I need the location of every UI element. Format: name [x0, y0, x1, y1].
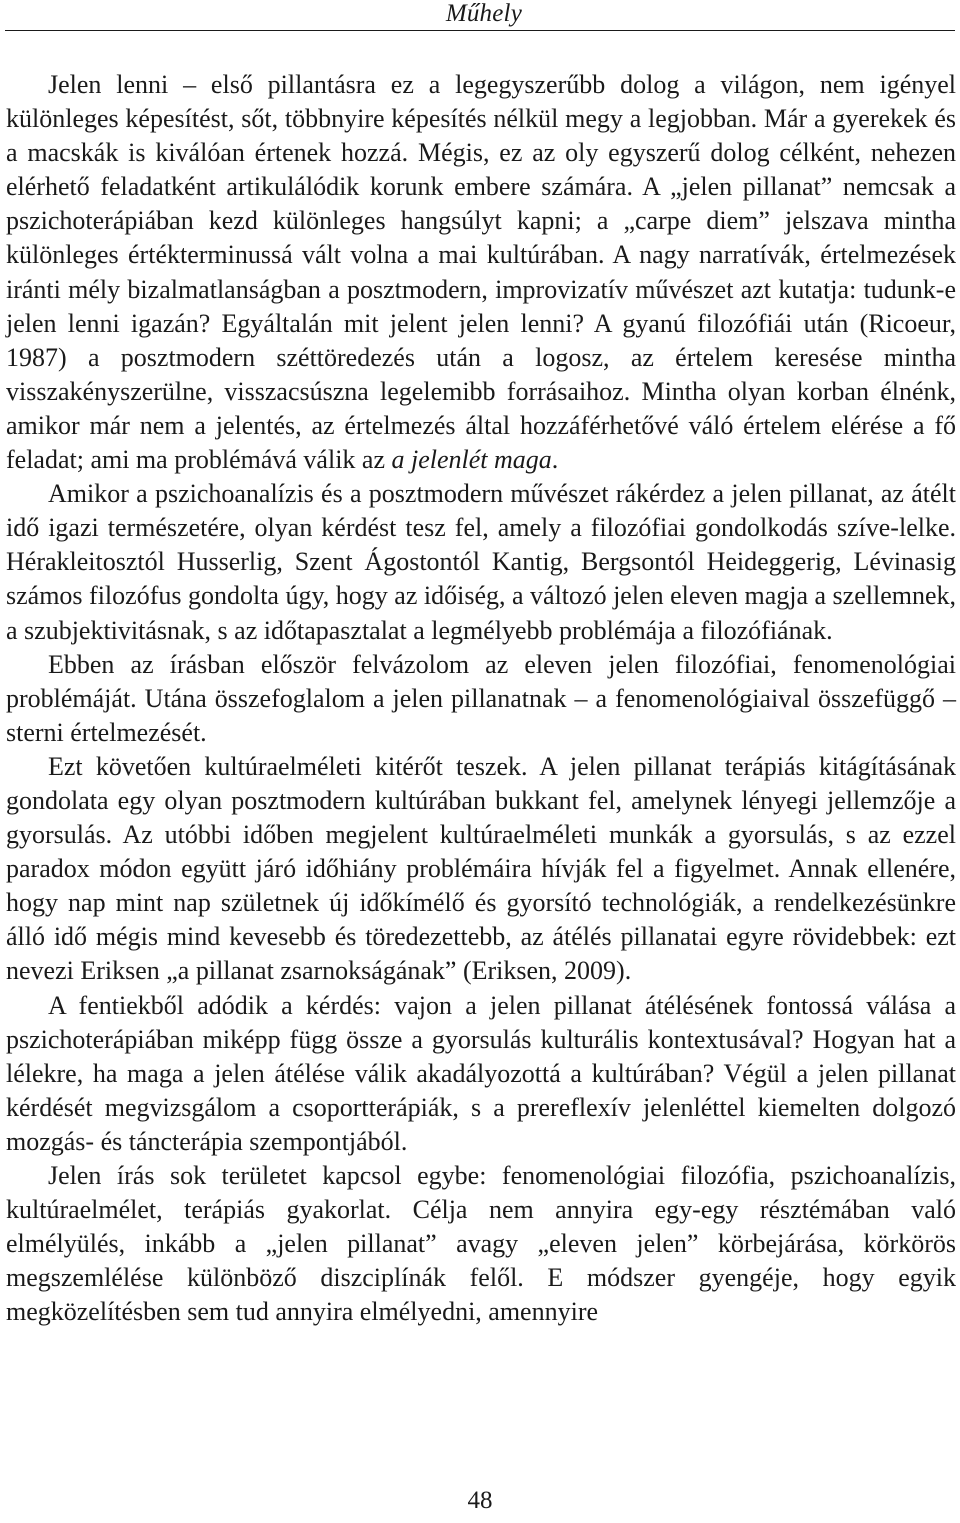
paragraph-1-end: . [551, 445, 559, 475]
paragraph-5: A fentiekből adódik a kérdés: vajon a jelen pillanat átélésének fontossá válása a pszichoterápiában miképp függ össze a gyorsulás kulturális kontextusával? Hogyan hat a lélekre, ha maga a jelen átélése válik akadályozottá a kultúrában? Végül a jelen pillanat kérdését megvizsgálom a csoportterápiák, s a prereflexív jelenléttel kiemelten dolgozó mozgás- és táncterápia szempontjából. [6, 990, 956, 1156]
paragraph-2: Amikor a pszichoanalízis és a posztmodern művészet rákérdez a jelen pillanat, az átélt idő igazi természetére, olyan kérdést tesz fel, amely a filozófiai gondolkodás szíve-lelke. Hérakleitosztól Husserlig, Szent Ágostontól Kantig, Bergsontól Heideggerig, Lévinasig számos filozófus gondolta úgy, hogy az időiség, a változó jelen eleven magja a szellemnek, a szubjektivitásnak, s az időtapasztalat a legmélyebb problémája a filozófiának. [6, 479, 956, 645]
paragraph-4: Ezt követően kultúraelméleti kitérőt teszek. A jelen pillanat terápiás kitágításának gondolata egy olyan posztmodern kultúrában bukkant fel, amelynek lényegi jellemzője a gyorsulás. Az utóbbi időben megjelent kultúraelméleti munkák a gyorsulás, s az ezzel paradox módon együtt járó időhiány problémáira hívják fel a figyelmet. Annak ellenére, hogy nap mint nap születnek új időkímélő és gyorsító technológiák, a rendelkezésünkre álló idő mégis mind kevesebb és töredezettebb, az átélés pillanatai egyre rövidebbek: ezt nevezi Eriksen „a pillanat zsarnokságának” (Eriksen, 2009). [6, 751, 956, 986]
paragraph-1-text: Jelen lenni – első pillantásra ez a legegyszerűbb dolog a világon, nem igényel különleges képesítést, sőt, többnyire képesítés nélkül megy a legjobban. Már a gyerekek és a macskák is kiválóan értenek hozzá. Mégis, ez az oly egyszerű dolog célként, nehezen elérhető feladatként artikulálódik korunk embere számára. A „jelen pillanat” nemcsak a pszichoterápiában kezd különleges hangsúlyt kapni; a „carpe diem” jelszava mintha különleges értékterminussá vált volna a mai kultúrában. A nagy narratívák, értelmezések iránti mély bizalmatlanságban a posztmodern, improvizatív művészet azt kutatja: tudunk-e jelen lenni igazán? Egyáltalán mit jelent jelen lenni? A gyanú filozófiái után (Ricoeur, 1987) a posztmodern széttöredezés után a logosz, az értelem keresése mintha visszakényszerülne, visszacsúszna legelemibb forrásaihoz. Mintha olyan korban élnénk, amikor már nem a jelentés, az értelmezés által hozzáférhetővé váló értelem elérése a fő feladat; ami ma problémává válik az [6, 70, 956, 475]
paragraph-1 [6, 68, 956, 477]
page-number: 48 [467, 1487, 493, 1514]
header-rule [5, 30, 955, 31]
section-title: Műhely [445, 0, 522, 27]
emphasis-jelenlet-maga: a jelenlét maga [391, 445, 552, 475]
paragraph-3: Ebben az írásban először felvázolom az eleven jelen filozófiai, fenomenológiai problémáját. Utána összefoglalom a jelen pillanatnak – a fenomenológiaival összefüggő – sterni értelmezését. [6, 649, 956, 747]
running-head [0, 0, 960, 31]
paragraph-6: Jelen írás sok területet kapcsol egybe: fenomenológiai filozófia, pszichoanalízis, kultúraelmélet, terápiás gyakorlat. Célja nem annyira egy-egy résztémában való elmélyülés, inkább a „jelen pillanat” avagy „eleven jelen” körbejárása, körkörös megszemlélése különböző diszciplínák felől. E módszer gyengéje, hogy egyik megközelítésben sem tud annyira elmélyedni, amennyire [6, 1161, 956, 1327]
article-body [6, 68, 956, 1329]
